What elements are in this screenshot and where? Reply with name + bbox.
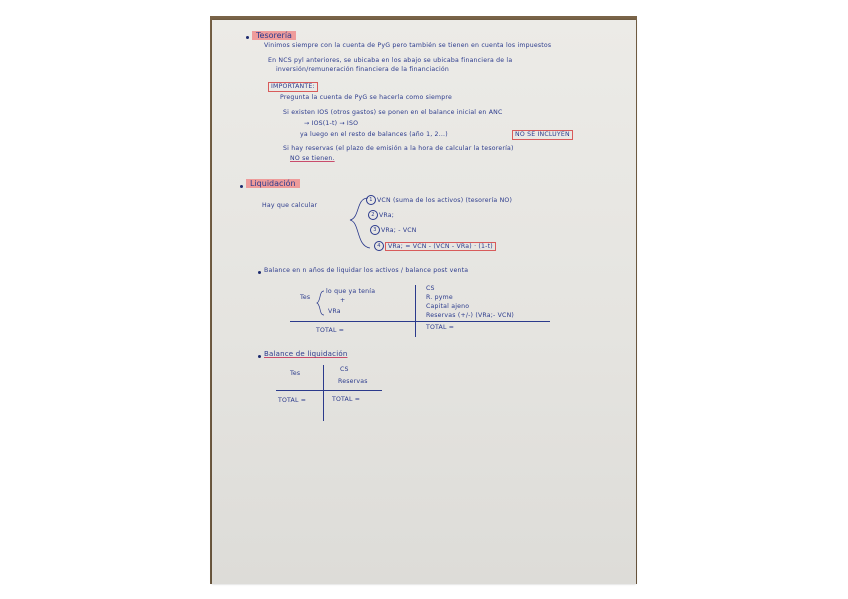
calc-item: 3 VRa; - VCN — [370, 225, 417, 235]
note-line: Si existen IOS (otros gastos) se ponen en el balance inicial en ANC — [283, 109, 503, 116]
t-account-entry: Reservas (+/-) (VRa;- VCN) — [426, 312, 515, 319]
t-account-entry: lo que ya tenía — [326, 288, 376, 295]
t-account-entry: R. pyme — [426, 294, 453, 301]
note-line: En NCS pyl anteriores, se ubicaba en los abajo se ubicaba financiera de la — [268, 57, 513, 64]
t-account-total: TOTAL = — [426, 324, 455, 331]
t-account-total: TOTAL = — [278, 397, 307, 404]
calc-item: 1 VCN (suma de los activos) (tesorería NO) — [366, 195, 512, 205]
note-line: → IOS(1-t) → ISO — [304, 120, 359, 127]
bullet — [258, 355, 261, 358]
note-line: Si hay reservas (el plazo de emisión a la hora de calcular la tesorería) — [283, 145, 514, 152]
t-account-divider — [415, 285, 416, 337]
t-account-divider — [290, 321, 550, 322]
no-se-incluyen-label: NO SE INCLUYEN — [512, 130, 573, 140]
note-line: inversión/remuneración financiera de la financiación — [276, 66, 450, 73]
note-line: Hay que calcular — [262, 202, 318, 209]
notebook-page — [212, 20, 636, 584]
note-line: Pregunta la cuenta de PyG se hacerla como siempre — [280, 94, 452, 101]
note-line: NO se tienen. — [290, 155, 335, 162]
section-heading-tesoreria: Tesorería — [252, 31, 296, 40]
t-account-total: TOTAL = — [332, 396, 361, 403]
calc-item: 4 VRa; = VCN - (VCN - VRa) · (1-t) — [374, 241, 496, 251]
t-account-entry: + — [340, 297, 346, 304]
bullet — [246, 36, 249, 39]
calc-item: 2 VRa; — [368, 210, 394, 220]
t-account-entry: CS — [426, 285, 435, 292]
t-account-entry: Capital ajeno — [426, 303, 470, 310]
t-account-total: TOTAL = — [316, 327, 345, 334]
section-heading-balance-liquidacion: Balance de liquidación — [264, 350, 348, 358]
note-line: Vinimos siempre con la cuenta de PyG pero también se tienen en cuenta los impuestos — [264, 42, 552, 49]
t-account-entry: Reservas — [338, 378, 368, 385]
t-account-label: Tes — [290, 370, 301, 377]
note-line: Balance en n años de liquidar los activos / balance post venta — [264, 267, 469, 274]
t-account-label: Tes — [300, 294, 311, 301]
note-line: ya luego en el resto de balances (año 1, 2...) — [300, 131, 448, 138]
importante-label: IMPORTANTE: — [268, 82, 318, 92]
bullet — [258, 271, 261, 274]
t-account-entry: CS — [340, 366, 349, 373]
brace-icon — [316, 290, 326, 316]
t-account-divider — [276, 390, 382, 391]
t-account-entry: VRa — [328, 308, 341, 315]
t-account-divider — [323, 365, 324, 421]
section-heading-liquidacion: Liquidación — [246, 179, 300, 188]
bullet — [240, 185, 243, 188]
